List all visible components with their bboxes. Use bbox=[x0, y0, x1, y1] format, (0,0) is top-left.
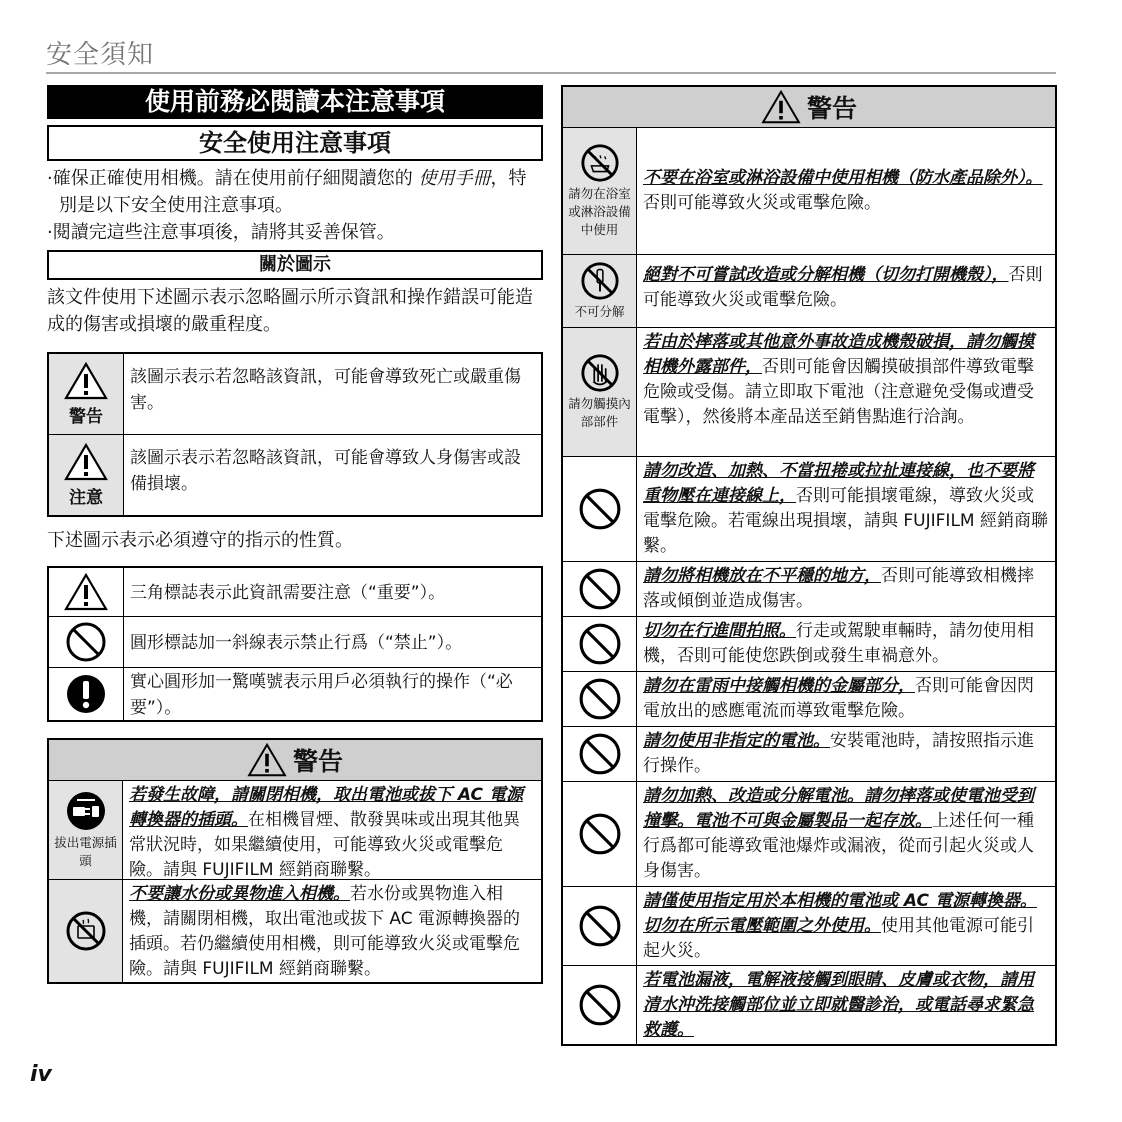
warning-row bbox=[563, 456, 1055, 561]
warning-row bbox=[49, 781, 541, 879]
warning-emphasis: 請勿加熱、改造或分解電池。請勿摔落或使電池受到撞擊。電池不可與金屬製品一起存放。 bbox=[643, 786, 1034, 831]
warning-icon-cell bbox=[563, 255, 637, 327]
warning-emphasis: 請勿改造、加熱、不當扭捲或拉扯連接線，也不要將重物壓在連接線上， bbox=[643, 461, 1034, 506]
bullet-1-post: ，特別是以下安全使用注意事項。 bbox=[59, 168, 527, 216]
warning-text bbox=[637, 457, 1055, 561]
warning-detail: 否則可能損壞電線，導致火災或電擊危險。若電線出現損壞，請與 FUJIFILM 經銷商聯繫。 bbox=[643, 486, 1048, 556]
right-warning-table bbox=[561, 85, 1057, 1046]
warning-row bbox=[563, 965, 1055, 1044]
header-rule bbox=[46, 72, 1056, 74]
no-bathroom-icon bbox=[580, 143, 620, 183]
warning-icon-cell bbox=[563, 617, 637, 671]
no-disassembly-icon bbox=[580, 261, 620, 301]
warning-detail: 否則可能導致火災或電擊危險。 bbox=[643, 193, 881, 213]
warning-text bbox=[637, 887, 1055, 965]
warning-emphasis: 不要讓水份或異物進入相機。 bbox=[129, 884, 350, 904]
severity-row bbox=[49, 354, 541, 434]
warning-emphasis: 請勿將相機放在不平穩的地方， bbox=[643, 566, 881, 586]
severity-label: 警告 bbox=[69, 406, 103, 427]
manual-ref: 使用手冊 bbox=[418, 168, 491, 189]
warning-row bbox=[563, 781, 1055, 886]
warning-text bbox=[637, 727, 1055, 781]
warning-emphasis: 若發生故障，請關閉相機，取出電池或拔下 AC 電源轉換器的插頭。 bbox=[129, 785, 523, 830]
no-water-icon bbox=[65, 910, 107, 952]
warning-icon-cell bbox=[563, 328, 637, 456]
warning-icon-cell bbox=[563, 966, 637, 1044]
warning-text bbox=[123, 781, 541, 879]
prohibited-icon bbox=[578, 812, 622, 856]
warning-triangle-icon bbox=[247, 743, 287, 777]
instruction-icon-cell bbox=[49, 668, 124, 720]
warning-emphasis: 請勿在雷雨中接觸相機的金屬部分， bbox=[643, 676, 915, 696]
severity-label: 注意 bbox=[69, 487, 103, 508]
safety-title: 安全使用注意事項 bbox=[47, 125, 543, 161]
instruction-text: 實心圓形加一驚嘆號表示用戶必須執行的操作（“必要”）。 bbox=[130, 672, 513, 718]
severity-table bbox=[47, 352, 543, 517]
caution-triangle-icon bbox=[64, 443, 108, 481]
warning-icon-label: 請勿觸摸內部部件 bbox=[568, 396, 631, 429]
prohibited-icon bbox=[578, 622, 622, 666]
attention-triangle-icon bbox=[64, 573, 108, 611]
warning-emphasis: 若電池漏液，電解液接觸到眼睛、皮膚或衣物，請用清水沖洗接觸部位並立即就醫診治，或電話尋求緊急救護。 bbox=[643, 970, 1034, 1040]
warning-text bbox=[123, 880, 541, 982]
severity-text: 該圖示表示若忽略該資訊，可能會導致人身傷害或設備損壞。 bbox=[130, 448, 521, 494]
prohibited-icon bbox=[578, 904, 622, 948]
warning-text bbox=[637, 128, 1055, 254]
about-icons-title: 關於圖示 bbox=[47, 250, 543, 280]
warning-icon-cell bbox=[563, 782, 637, 886]
warning-emphasis: 若由於摔落或其他意外事故造成機殼破損，請勿觸摸相機外露部件， bbox=[643, 332, 1034, 377]
warning-title: 警告 bbox=[292, 747, 343, 776]
warning-row bbox=[563, 886, 1055, 965]
warning-text bbox=[637, 617, 1055, 671]
warning-detail: 上述任何一種行爲都可能導致電池爆炸或漏液，從而引起火災或人身傷害。 bbox=[643, 811, 1034, 881]
warning-row bbox=[563, 616, 1055, 671]
instruction-icon-cell bbox=[49, 568, 124, 616]
severity-icon-cell bbox=[49, 354, 124, 434]
prohibited-icon bbox=[578, 677, 622, 721]
prohibited-icon bbox=[65, 621, 107, 663]
severity-row bbox=[49, 434, 541, 515]
warning-row bbox=[49, 879, 541, 982]
warning-detail: 否則可能會因觸摸破損部件導致電擊危險或受傷。請立即取下電池（注意避免受傷或遭受電擊），然後將本產品送至銷售點進行洽詢。 bbox=[643, 357, 1034, 427]
warning-text bbox=[637, 255, 1055, 327]
unplug-icon bbox=[65, 790, 107, 832]
warning-row bbox=[563, 254, 1055, 327]
warning-emphasis: 不要在浴室或淋浴設備中使用相機（防水產品除外）。 bbox=[643, 168, 1043, 188]
severity-icon-cell bbox=[49, 435, 124, 515]
instruction-row bbox=[49, 568, 541, 616]
instr-intro: 下述圖示表示必須遵守的指示的性質。 bbox=[47, 530, 353, 551]
warning-detail: 否則可能會因閃電放出的感應電流而導致電擊危險。 bbox=[643, 676, 1034, 721]
warning-icon-cell bbox=[49, 880, 123, 982]
instruction-row bbox=[49, 667, 541, 720]
warning-row bbox=[563, 726, 1055, 781]
page-number: iv bbox=[30, 1062, 52, 1087]
warning-icon-cell bbox=[563, 457, 637, 561]
warning-row bbox=[563, 561, 1055, 616]
warning-icon-label: 不可分解 bbox=[574, 304, 625, 319]
warning-title: 警告 bbox=[806, 94, 857, 123]
bullet-2-text: 閱讀完這些注意事項後，請將其妥善保管。 bbox=[52, 222, 395, 243]
prohibited-icon bbox=[578, 487, 622, 531]
bullet-2: ·閱讀完這些注意事項後，請將其妥善保管。 bbox=[47, 222, 395, 243]
warning-detail: 否則可能導致相機摔落或傾倒並造成傷害。 bbox=[643, 566, 1034, 611]
warning-text bbox=[637, 672, 1055, 726]
instruction-row bbox=[49, 616, 541, 667]
warning-icon-label: 請勿在浴室或淋浴設備中使用 bbox=[568, 186, 631, 237]
warning-icon-cell bbox=[563, 128, 637, 254]
prohibited-icon bbox=[578, 983, 622, 1027]
warning-icon-label: 拔出電源插頭 bbox=[54, 835, 117, 868]
warning-icon-cell bbox=[563, 562, 637, 616]
warning-header bbox=[563, 87, 1055, 128]
warning-detail: 若水份或異物進入相機，請關閉相機，取出電池或拔下 AC 電源轉換器的插頭。若仍繼續使用相機，則可能導致火災或電擊危險。請與 FUJIFILM 經銷商聯繫。 bbox=[129, 884, 521, 979]
warning-detail: 使用其他電源可能引起火災。 bbox=[643, 916, 1034, 961]
warning-detail: 否則可能導致火災或電擊危險。 bbox=[643, 265, 1043, 310]
no-touch-icon bbox=[580, 353, 620, 393]
right-column bbox=[561, 85, 1057, 1046]
warning-text bbox=[637, 966, 1055, 1044]
prohibited-icon bbox=[578, 732, 622, 776]
must-read-banner: 使用前務必閱讀本注意事項 bbox=[47, 85, 543, 119]
warning-detail: 安裝電池時，請按照指示進行操作。 bbox=[643, 731, 1034, 776]
warning-text bbox=[637, 782, 1055, 886]
warning-emphasis: 切勿在行進間拍照。 bbox=[643, 621, 796, 641]
left-column bbox=[47, 85, 543, 984]
bullet-1: ·確保正確使用相機。請在使用前仔細閱讀您的 使用手冊，特別是以下安全使用注意事項。 bbox=[47, 168, 527, 216]
bullet-1-pre: 確保正確使用相機。請在使用前仔細閱讀您的 bbox=[52, 168, 419, 189]
warning-detail: 行走或駕駛車輛時，請勿使用相機，否則可能使您跌倒或發生車禍意外。 bbox=[643, 621, 1034, 666]
about-icons-text: 該文件使用下述圖示表示忽略圖示所示資訊和操作錯誤可能造成的傷害或損壞的嚴重程度。 bbox=[47, 287, 533, 335]
severity-text: 該圖示表示若忽略該資訊，可能會導致死亡或嚴重傷害。 bbox=[130, 367, 521, 413]
warning-emphasis: 請僅使用指定用於本相機的電池或 AC 電源轉換器。切勿在所示電壓範圍之外使用。 bbox=[643, 891, 1037, 936]
warning-detail: 在相機冒煙、散發異味或出現其他異常狀況時，如果繼續使用，可能導致火災或電擊危險。請與 FUJIFILM 經銷商聯繫。 bbox=[129, 810, 520, 880]
instruction-table bbox=[47, 566, 543, 722]
prohibited-icon bbox=[578, 567, 622, 611]
warning-text bbox=[637, 562, 1055, 616]
instruction-text: 圓形標誌加一斜線表示禁止行爲（“禁止”）。 bbox=[130, 633, 463, 653]
intro-bullets bbox=[47, 165, 543, 246]
warning-header bbox=[49, 740, 541, 781]
warning-emphasis: 絕對不可嘗試改造或分解相機（切勿打開機殼）， bbox=[643, 265, 1009, 285]
warning-triangle-icon bbox=[64, 362, 108, 400]
instruction-icon-cell bbox=[49, 617, 124, 667]
warning-text bbox=[637, 328, 1055, 456]
warning-icon-cell bbox=[563, 727, 637, 781]
mandatory-action-icon bbox=[65, 673, 107, 715]
warning-row bbox=[563, 671, 1055, 726]
warning-icon-cell bbox=[49, 781, 123, 879]
left-warning-table bbox=[47, 738, 543, 984]
instruction-text: 三角標誌表示此資訊需要注意（“重要”）。 bbox=[130, 583, 446, 603]
warning-row bbox=[563, 327, 1055, 456]
warning-emphasis: 請勿使用非指定的電池。 bbox=[643, 731, 830, 751]
warning-icon-cell bbox=[563, 672, 637, 726]
section-header: 安全須知 bbox=[46, 40, 155, 70]
warning-triangle-icon bbox=[761, 90, 801, 124]
warning-icon-cell bbox=[563, 887, 637, 965]
warning-row bbox=[563, 128, 1055, 254]
